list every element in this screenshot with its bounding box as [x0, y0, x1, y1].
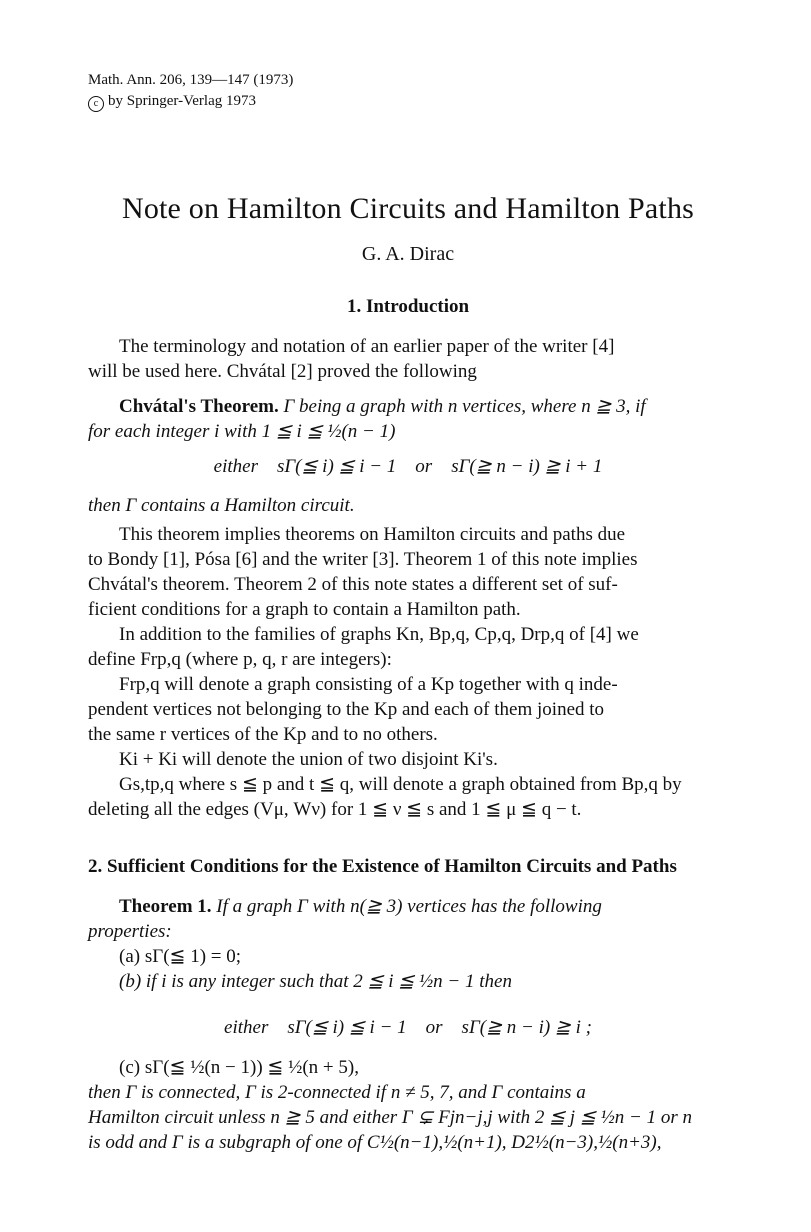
text-line — [88, 894, 722, 919]
journal-header — [88, 70, 293, 112]
text-line: Frp,q will denote a graph consisting of a Kp together with q inde- — [119, 674, 618, 695]
paragraph-definitions — [88, 622, 722, 822]
intro-paragraph — [88, 334, 722, 384]
paper-author: G. A. Dirac — [361, 243, 455, 265]
text-line — [88, 394, 722, 419]
text-line: Chvátal's theorem. Theorem 2 of this note states a different set of suf- — [88, 574, 618, 595]
text-line: pendent vertices not belonging to the Kp and each of them joined to — [88, 699, 605, 720]
text-line: properties: — [88, 921, 172, 942]
text-line: then Γ is connected, Γ is 2-connected if n ≠ 5, 7, and Γ contains a — [88, 1082, 586, 1103]
theorem-1 — [88, 894, 722, 994]
section-heading-sufficient-conditions: 2. Sufficient Conditions for the Existence of Hamilton Circuits and Paths — [88, 856, 677, 877]
text-line: then Γ contains a Hamilton circuit. — [88, 495, 355, 516]
chvatal-theorem — [88, 394, 722, 444]
text-line: deleting all the edges (Vμ, Wν) for 1 ≦ ν ≦ s and 1 ≦ μ ≦ q − t. — [88, 799, 582, 820]
paragraph-implications — [88, 522, 722, 622]
copyright-icon: c — [88, 96, 104, 112]
theorem-conclusion — [88, 493, 722, 518]
theorem-text: Γ being a graph with n vertices, where n ≧ 3, if — [283, 396, 646, 417]
list-item: (b) if i is any integer such that 2 ≦ i ≦ ½n − 1 then — [119, 971, 512, 992]
text-line: to Bondy [1], Pósa [6] and the writer [3]. Theorem 1 of this note implies — [88, 549, 638, 570]
theorem-1-continued — [88, 1055, 722, 1155]
copyright-line — [88, 91, 293, 112]
text-line: define Frp,q (where p, q, r are integers): — [88, 649, 392, 670]
text-line: ficient conditions for a graph to contain a Hamilton path. — [88, 599, 521, 620]
paper-title: Note on Hamilton Circuits and Hamilton Paths — [121, 192, 695, 225]
copyright-text: by Springer-Verlag 1973 — [108, 93, 257, 109]
text-line: for each integer i with 1 ≦ i ≦ ½(n − 1) — [88, 421, 396, 442]
text-line: Ki + Ki will denote the union of two disjoint Ki's. — [119, 749, 498, 770]
theorem-label: Theorem 1. — [119, 896, 212, 917]
list-item: (a) sΓ(≦ 1) = 0; — [119, 946, 242, 967]
text-line: the same r vertices of the Kp and to no others. — [88, 724, 438, 745]
journal-citation: Math. Ann. 206, 139—147 (1973) — [88, 72, 294, 88]
theorem-equation: either sΓ(≦ i) ≦ i − 1 or sΓ(≧ n − i) ≧ i + 1 — [213, 456, 603, 477]
theorem-text: If a graph Γ with n(≧ 3) vertices has the following — [216, 896, 602, 917]
text-line: The terminology and notation of an earlier paper of the writer [4] — [119, 336, 615, 357]
text-line: is odd and Γ is a subgraph of one of C½(n−1),½(n+1), D2½(n−3),½(n+3), — [88, 1132, 662, 1153]
text-line: Gs,tp,q where s ≦ p and t ≦ q, will denote a graph obtained from Bp,q by — [119, 774, 682, 795]
section-heading-introduction: 1. Introduction — [346, 296, 470, 317]
theorem-label: Chvátal's Theorem. — [119, 396, 279, 417]
text-line: will be used here. Chvátal [2] proved the following — [88, 361, 477, 382]
text-line: In addition to the families of graphs Kn, Bp,q, Cp,q, Drp,q of [4] we — [119, 624, 639, 645]
list-item: (c) sΓ(≦ ½(n − 1)) ≦ ½(n + 5), — [119, 1057, 359, 1078]
theorem-equation: either sΓ(≦ i) ≦ i − 1 or sΓ(≧ n − i) ≧ i ; — [224, 1017, 592, 1038]
text-line: Hamilton circuit unless n ≧ 5 and either Γ ⊊ Fjn−j,j with 2 ≦ j ≦ ½n − 1 or n — [88, 1107, 692, 1128]
text-line: This theorem implies theorems on Hamilton circuits and paths due — [119, 524, 626, 545]
